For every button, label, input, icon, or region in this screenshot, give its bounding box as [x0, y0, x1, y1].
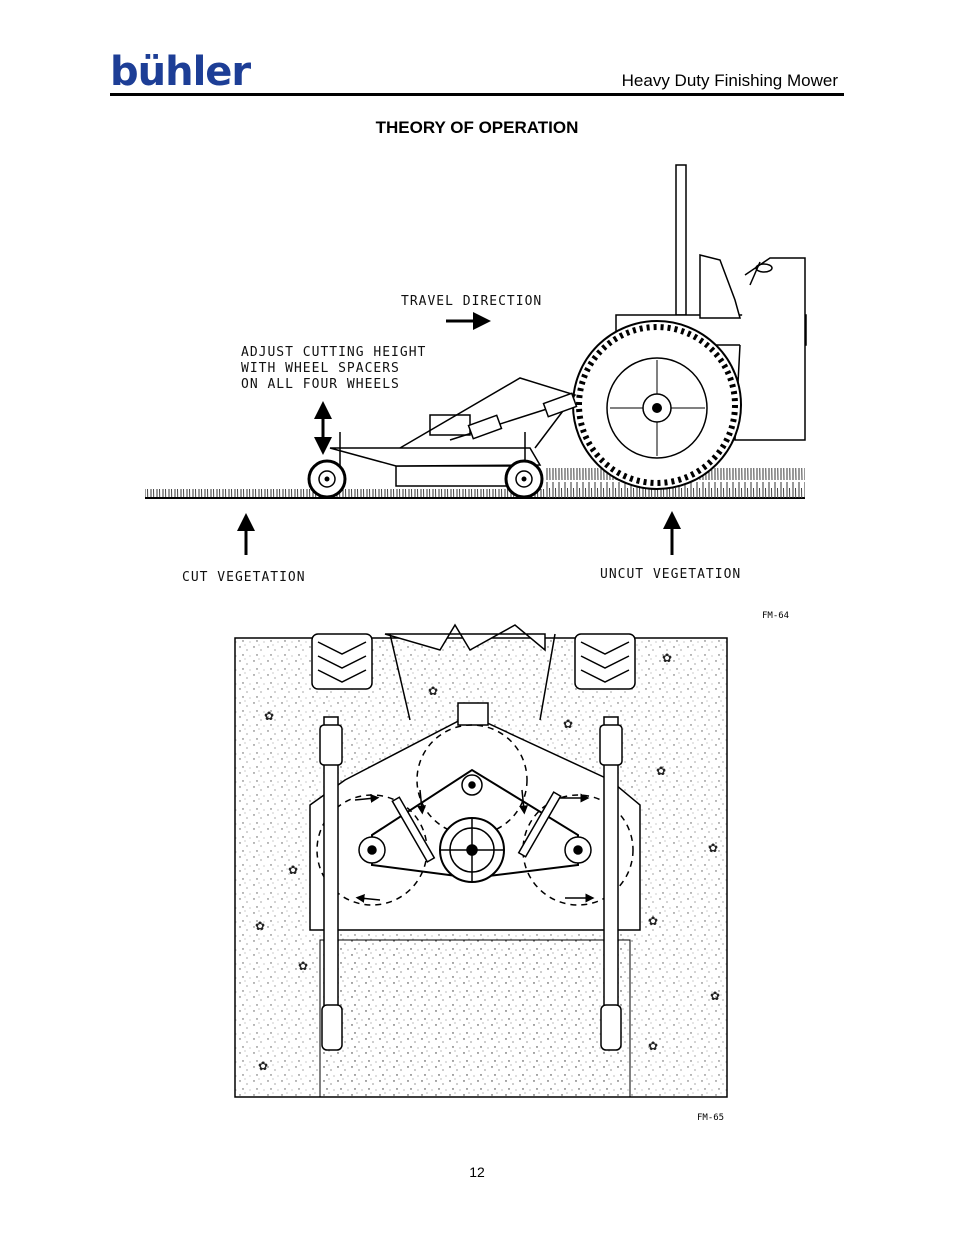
- adjust-height-label-line-2: WITH WHEEL SPACERS: [241, 361, 400, 376]
- svg-text:✿: ✿: [428, 684, 439, 698]
- figure-code-side-view: FM-64: [762, 611, 790, 621]
- cut-vegetation-label: CUT VEGETATION: [182, 570, 306, 585]
- left-caster-arm: [320, 717, 342, 1050]
- figure-code-top-view: FM-65: [697, 1113, 725, 1123]
- right-caster-arm: [600, 717, 622, 1050]
- adjust-height-label-line-3: ON ALL FOUR WHEELS: [241, 377, 400, 392]
- svg-text:✿: ✿: [710, 989, 721, 1003]
- buhler-logo: bühler: [110, 49, 251, 95]
- side-view-illustration: [145, 165, 806, 555]
- tractor-rear-wheel: [573, 321, 741, 489]
- top-view-illustration: [235, 625, 727, 1097]
- cut-strip: [320, 940, 630, 1097]
- rear-caster-wheel: [506, 461, 542, 497]
- svg-text:✿: ✿: [656, 764, 667, 778]
- svg-text:✿: ✿: [648, 914, 659, 928]
- travel-direction-label: TRAVEL DIRECTION: [401, 294, 543, 309]
- front-caster-wheel: [309, 461, 345, 497]
- document-title: Heavy Duty Finishing Mower: [621, 71, 838, 90]
- svg-text:✿: ✿: [298, 959, 309, 973]
- svg-text:✿: ✿: [258, 1059, 269, 1073]
- svg-text:✿: ✿: [648, 1039, 659, 1053]
- section-title: THEORY OF OPERATION: [375, 118, 579, 137]
- adjust-height-label-line-1: ADJUST CUTTING HEIGHT: [241, 345, 427, 360]
- svg-text:✿: ✿: [264, 709, 275, 723]
- svg-text:✿: ✿: [288, 863, 299, 877]
- page-number: 12: [469, 1164, 485, 1180]
- uncut-vegetation-label: UNCUT VEGETATION: [600, 567, 742, 582]
- svg-text:✿: ✿: [708, 841, 719, 855]
- svg-text:✿: ✿: [662, 651, 673, 665]
- svg-text:✿: ✿: [255, 919, 266, 933]
- svg-text:✿: ✿: [563, 717, 574, 731]
